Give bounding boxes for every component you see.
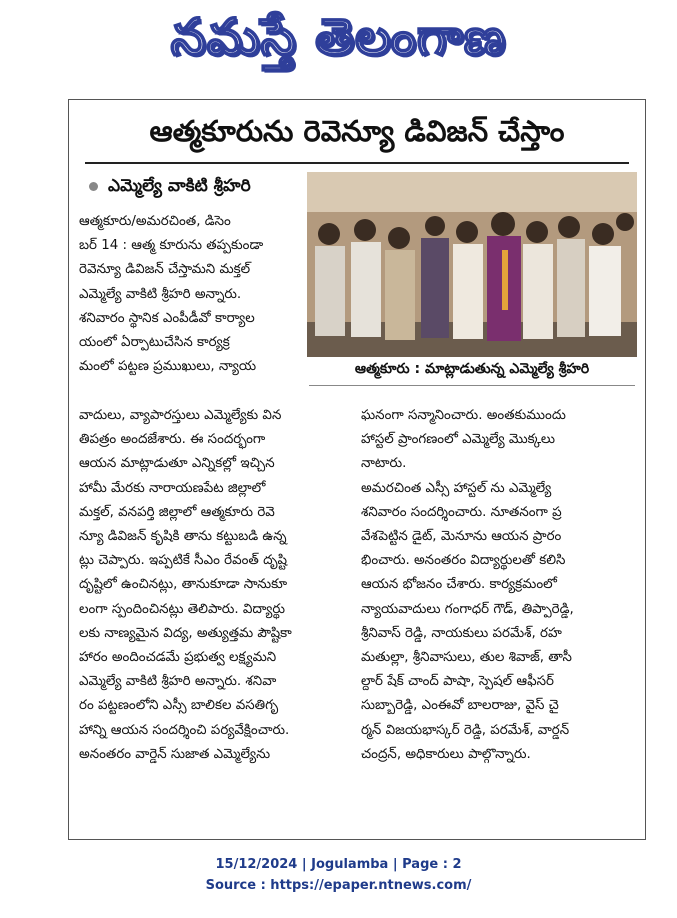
article-line: లకు నాణ్యమైన విద్య, అత్యుత్తమ పౌష్టికా <box>79 625 292 641</box>
article-line: ఆత్మకూరు/అమరచింత, డిసెం <box>79 214 231 229</box>
article-line: హాస్టల్ ప్రాంగణంలో ఎమ్మెల్యే మొక్కలు <box>361 432 556 448</box>
article-line: మక్తల్, వనపర్తి జిల్లాలో ఆత్మకూరు రెవె <box>79 504 275 520</box>
article-line: న్యాయవాదులు గంగాధర్ గౌడ్, తిప్పారెడ్డి, <box>361 601 574 617</box>
article-line: దృష్టిలో ఉంచినట్లు, తానుకూడా సానుకూ <box>79 577 288 593</box>
article-line: మతుల్లా, శ్రీనివాసులు, తుల శివాజ్, తాసీ <box>361 650 572 666</box>
caption-divider <box>309 385 635 386</box>
photo-caption: ఆత్మకూరు : మాట్లాడుతున్న ఎమ్మెల్యే శ్రీహరి <box>354 361 590 377</box>
crowd-photo-illustration <box>307 172 637 357</box>
article-line: శ్రీనివాస్ రెడ్డి, నాయకులు పరమేశ్, రహ <box>361 625 562 641</box>
article-line: మంలో పట్టణ ప్రముఖులు, న్యాయ <box>79 359 257 375</box>
article-line: వేశపెట్టిన డైట్, మెనూను ఆయన ప్రారం <box>361 529 562 545</box>
bullet-icon <box>89 182 98 191</box>
article-column-2 <box>361 404 639 767</box>
subhead-text: ఎమ్మెల్యే వాకిటి శ్రీహరి <box>108 176 251 196</box>
masthead-title: నమస్తే తెలంగాణ <box>170 8 507 66</box>
article-line: చంద్రన్, అధికారులు పాల్గొన్నారు. <box>361 746 531 762</box>
news-clipping <box>68 99 646 840</box>
article-column-1-top <box>79 210 304 379</box>
article-line: ఘనంగా సన్మానించారు. అంతకుముందు <box>361 408 566 423</box>
article-line: ర్మన్ విజయభాస్కర్ రెడ్డి, పరమేశ్, వార్డన్ <box>361 722 570 738</box>
article-line: రెవెన్యూ డివిజన్ చేస్తామని మక్తల్ <box>79 262 251 278</box>
article-line: శనివారం సందర్శించారు. నూతనంగా ప్ర <box>361 504 562 520</box>
article-subhead <box>89 176 251 200</box>
article-line: నాటారు. <box>361 456 407 472</box>
article-line: తిపత్రం అందజేశారు. ఈ సందర్భంగా <box>79 432 266 448</box>
article-line: భించారు. అనంతరం విద్యార్థులతో కలిసి <box>361 553 566 569</box>
article-line: సుబ్బారెడ్డి, ఎంఈవో బాలరాజు, వైస్ చై <box>361 698 559 714</box>
newspaper-masthead <box>0 0 677 86</box>
article-line: అనంతరం వార్డెన్ సుజాత ఎమ్మెల్యేను <box>79 746 271 762</box>
article-line: శనివారం స్థానిక ఎంపీడీవో కార్యాల <box>79 310 255 326</box>
article-column-1-bottom <box>79 404 347 767</box>
article-headline: ఆత్మకూరును రెవెన్యూ డివిజన్ చేస్తాం <box>149 114 565 148</box>
article-line: హాన్ని ఆయన సందర్శించి పర్యవేక్షించారు. <box>79 722 290 738</box>
article-line: లంగా స్పందించినట్లు తెలిపారు. విద్యార్థు <box>79 601 285 617</box>
article-line: రం పట్టణంలోని ఎస్సీ బాలికల వసతిగృ <box>79 698 279 714</box>
article-line: ల్దార్ షేక్ చాంద్ పాషా, స్పెషల్ ఆఫీసర్ <box>361 674 554 690</box>
article-line: అమరచింత ఎస్సీ హాస్టల్ ను ఎమ్మెల్యే <box>361 480 552 496</box>
article-line: ఎమ్మెల్యే వాకిటి శ్రీహరి అన్నారు. <box>79 286 242 302</box>
article-line: న్యూ డివిజన్ కృషికి తాను కట్టుబడి ఉన్న <box>79 529 287 545</box>
article-line: హారం అందించడమే ప్రభుత్వ లక్ష్యమని <box>79 650 277 666</box>
article-line: యంలో ఏర్పాటుచేసిన కార్యక్ర <box>79 335 230 351</box>
article-line: హామీ మేరకు నారాయణపేట జిల్లాలో <box>79 480 266 496</box>
article-line: ఆయన భోజనం చేశారు. కార్యక్రమంలో <box>361 577 557 593</box>
article-line: వాదులు, వ్యాపారస్తులు ఎమ్మెల్యేకు విన <box>79 408 282 423</box>
article-line: ఎమ్మెల్యే వాకిటి శ్రీహరి అన్నారు. శనివా <box>79 674 277 690</box>
article-photo <box>307 172 637 357</box>
article-line: బర్ 14 : ఆత్మ కూరును తప్పకుండా <box>79 238 264 254</box>
article-line: ఆయన మాట్లాడుతూ ఎన్నికల్లో ఇచ్చిన <box>79 456 275 472</box>
footer-date-edition: 15/12/2024 | Jogulamba | Page : 2 <box>215 857 462 872</box>
footer-source: Source : https://epaper.ntnews.com/ <box>205 878 472 893</box>
article-line: ట్లు చెప్పారు. ఇప్పటికే సీఎం రేవంత్ దృష్టి <box>79 553 288 569</box>
headline-divider <box>85 162 629 164</box>
